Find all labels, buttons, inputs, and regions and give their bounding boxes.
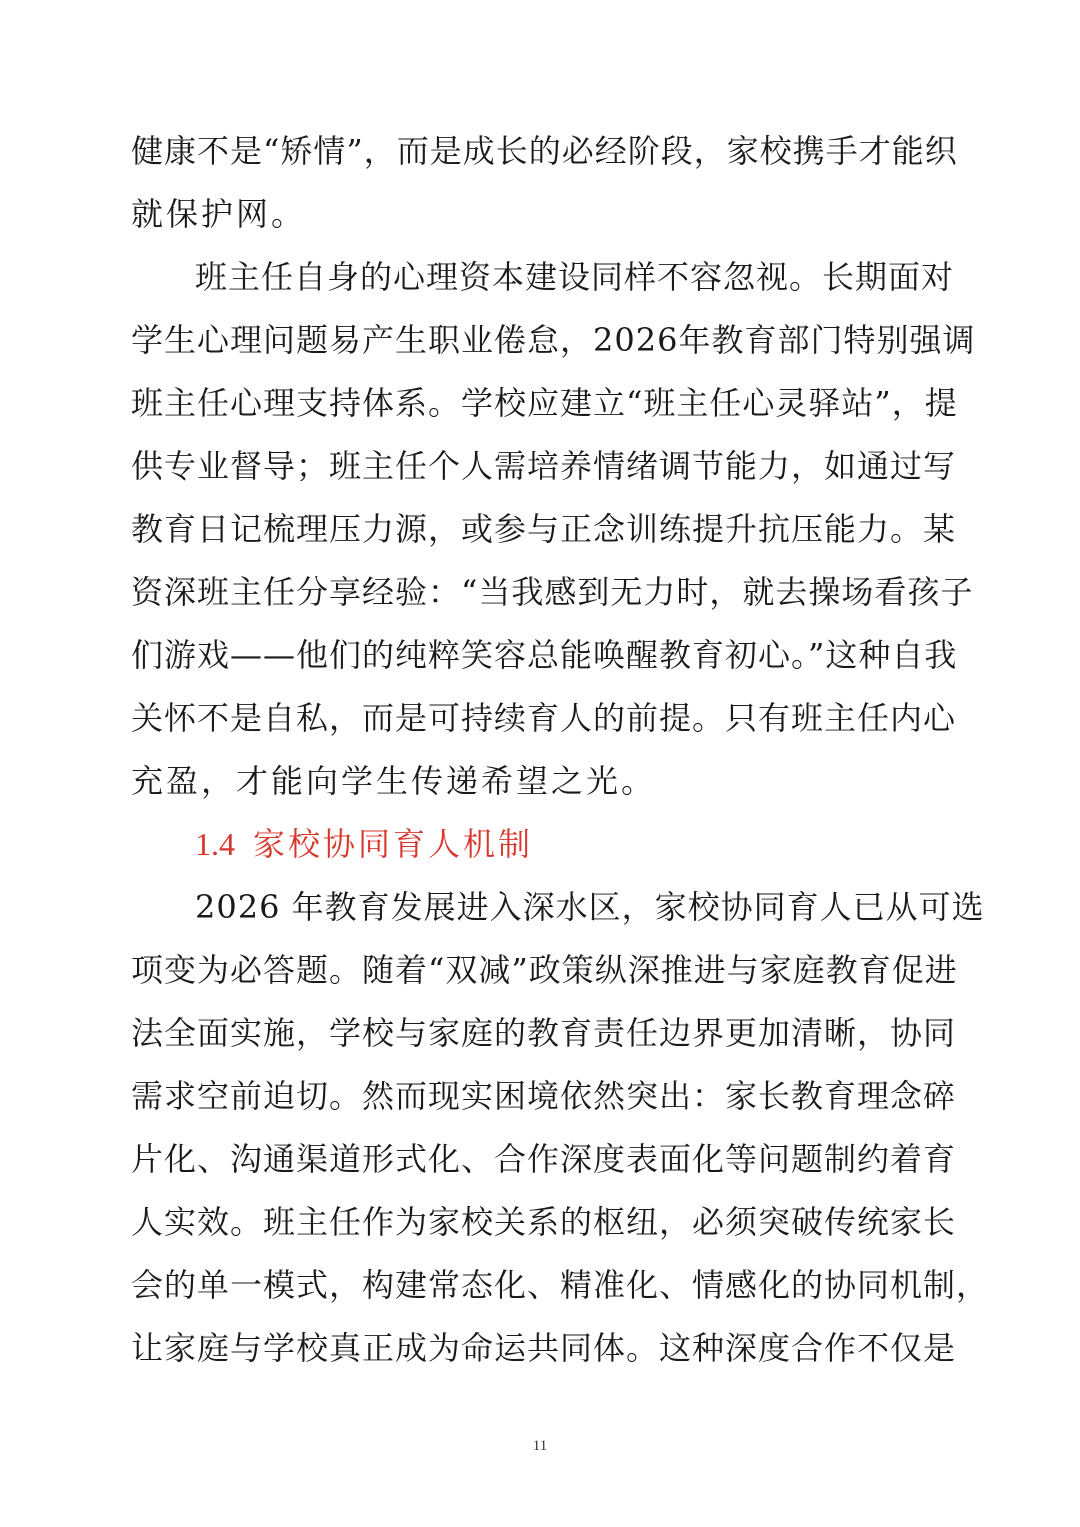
section-heading bbox=[131, 813, 946, 876]
text-line: 班主任心理支持体系。学校应建立“班主任心灵驿站”，提 bbox=[131, 384, 958, 422]
text-line: 会的单一模式，构建常态化、精准化、情感化的协同机制， bbox=[131, 1266, 990, 1304]
page-body bbox=[131, 120, 990, 1380]
page-number: 11 bbox=[532, 1438, 548, 1454]
section-number: 1.4 bbox=[195, 826, 235, 862]
text-line: 教育日记梳理压力源，或参与正念训练提升抗压能力。某 bbox=[131, 510, 957, 548]
text-line: 让家庭与学校真正成为命运共同体。这种深度合作不仅是 bbox=[131, 1329, 957, 1367]
text-line: 关怀不是自私，而是可持续育人的前提。只有班主任内心 bbox=[131, 699, 957, 737]
section-title: 家校协同育人机制 bbox=[253, 825, 534, 863]
text-line: 需求空前迫切。然而现实困境依然突出：家长教育理念碎 bbox=[131, 1077, 957, 1115]
text-line: 供专业督导；班主任个人需培养情绪调节能力，如通过写 bbox=[131, 447, 957, 485]
text-line: 项变为必答题。随着“双减”政策纵深推进与家庭教育促进 bbox=[131, 951, 958, 989]
text-line: 充盈，才能向学生传递希望之光。 bbox=[131, 762, 657, 800]
text-line: 们游戏——他们的纯粹笑容总能唤醒教育初心。”这种自我 bbox=[131, 636, 958, 674]
paragraph-teacher-wellbeing bbox=[131, 246, 976, 813]
text-line: 班主任自身的心理资本建设同样不容忽视。长期面对 bbox=[195, 258, 955, 296]
paragraph-continued bbox=[131, 120, 958, 246]
text-line: 资深班主任分享经验：“当我感到无力时，就去操场看孩子 bbox=[131, 573, 974, 611]
paragraph-home-school bbox=[131, 876, 990, 1380]
text-line: 2026 年教育发展进入深水区，家校协同育人已从可选 bbox=[195, 888, 985, 926]
text-line: 学生心理问题易产生职业倦怠，2026年教育部门特别强调 bbox=[131, 321, 976, 359]
text-line: 人实效。班主任作为家校关系的枢纽，必须突破传统家长 bbox=[131, 1203, 957, 1241]
text-line: 法全面实施，学校与家庭的教育责任边界更加清晰，协同 bbox=[131, 1014, 957, 1052]
text-line: 片化、沟通渠道形式化、合作深度表面化等问题制约着育 bbox=[131, 1140, 957, 1178]
text-line: 健康不是“矫情”，而是成长的必经阶段，家校携手才能织 bbox=[131, 132, 958, 170]
text-line: 就保护网。 bbox=[131, 195, 307, 233]
